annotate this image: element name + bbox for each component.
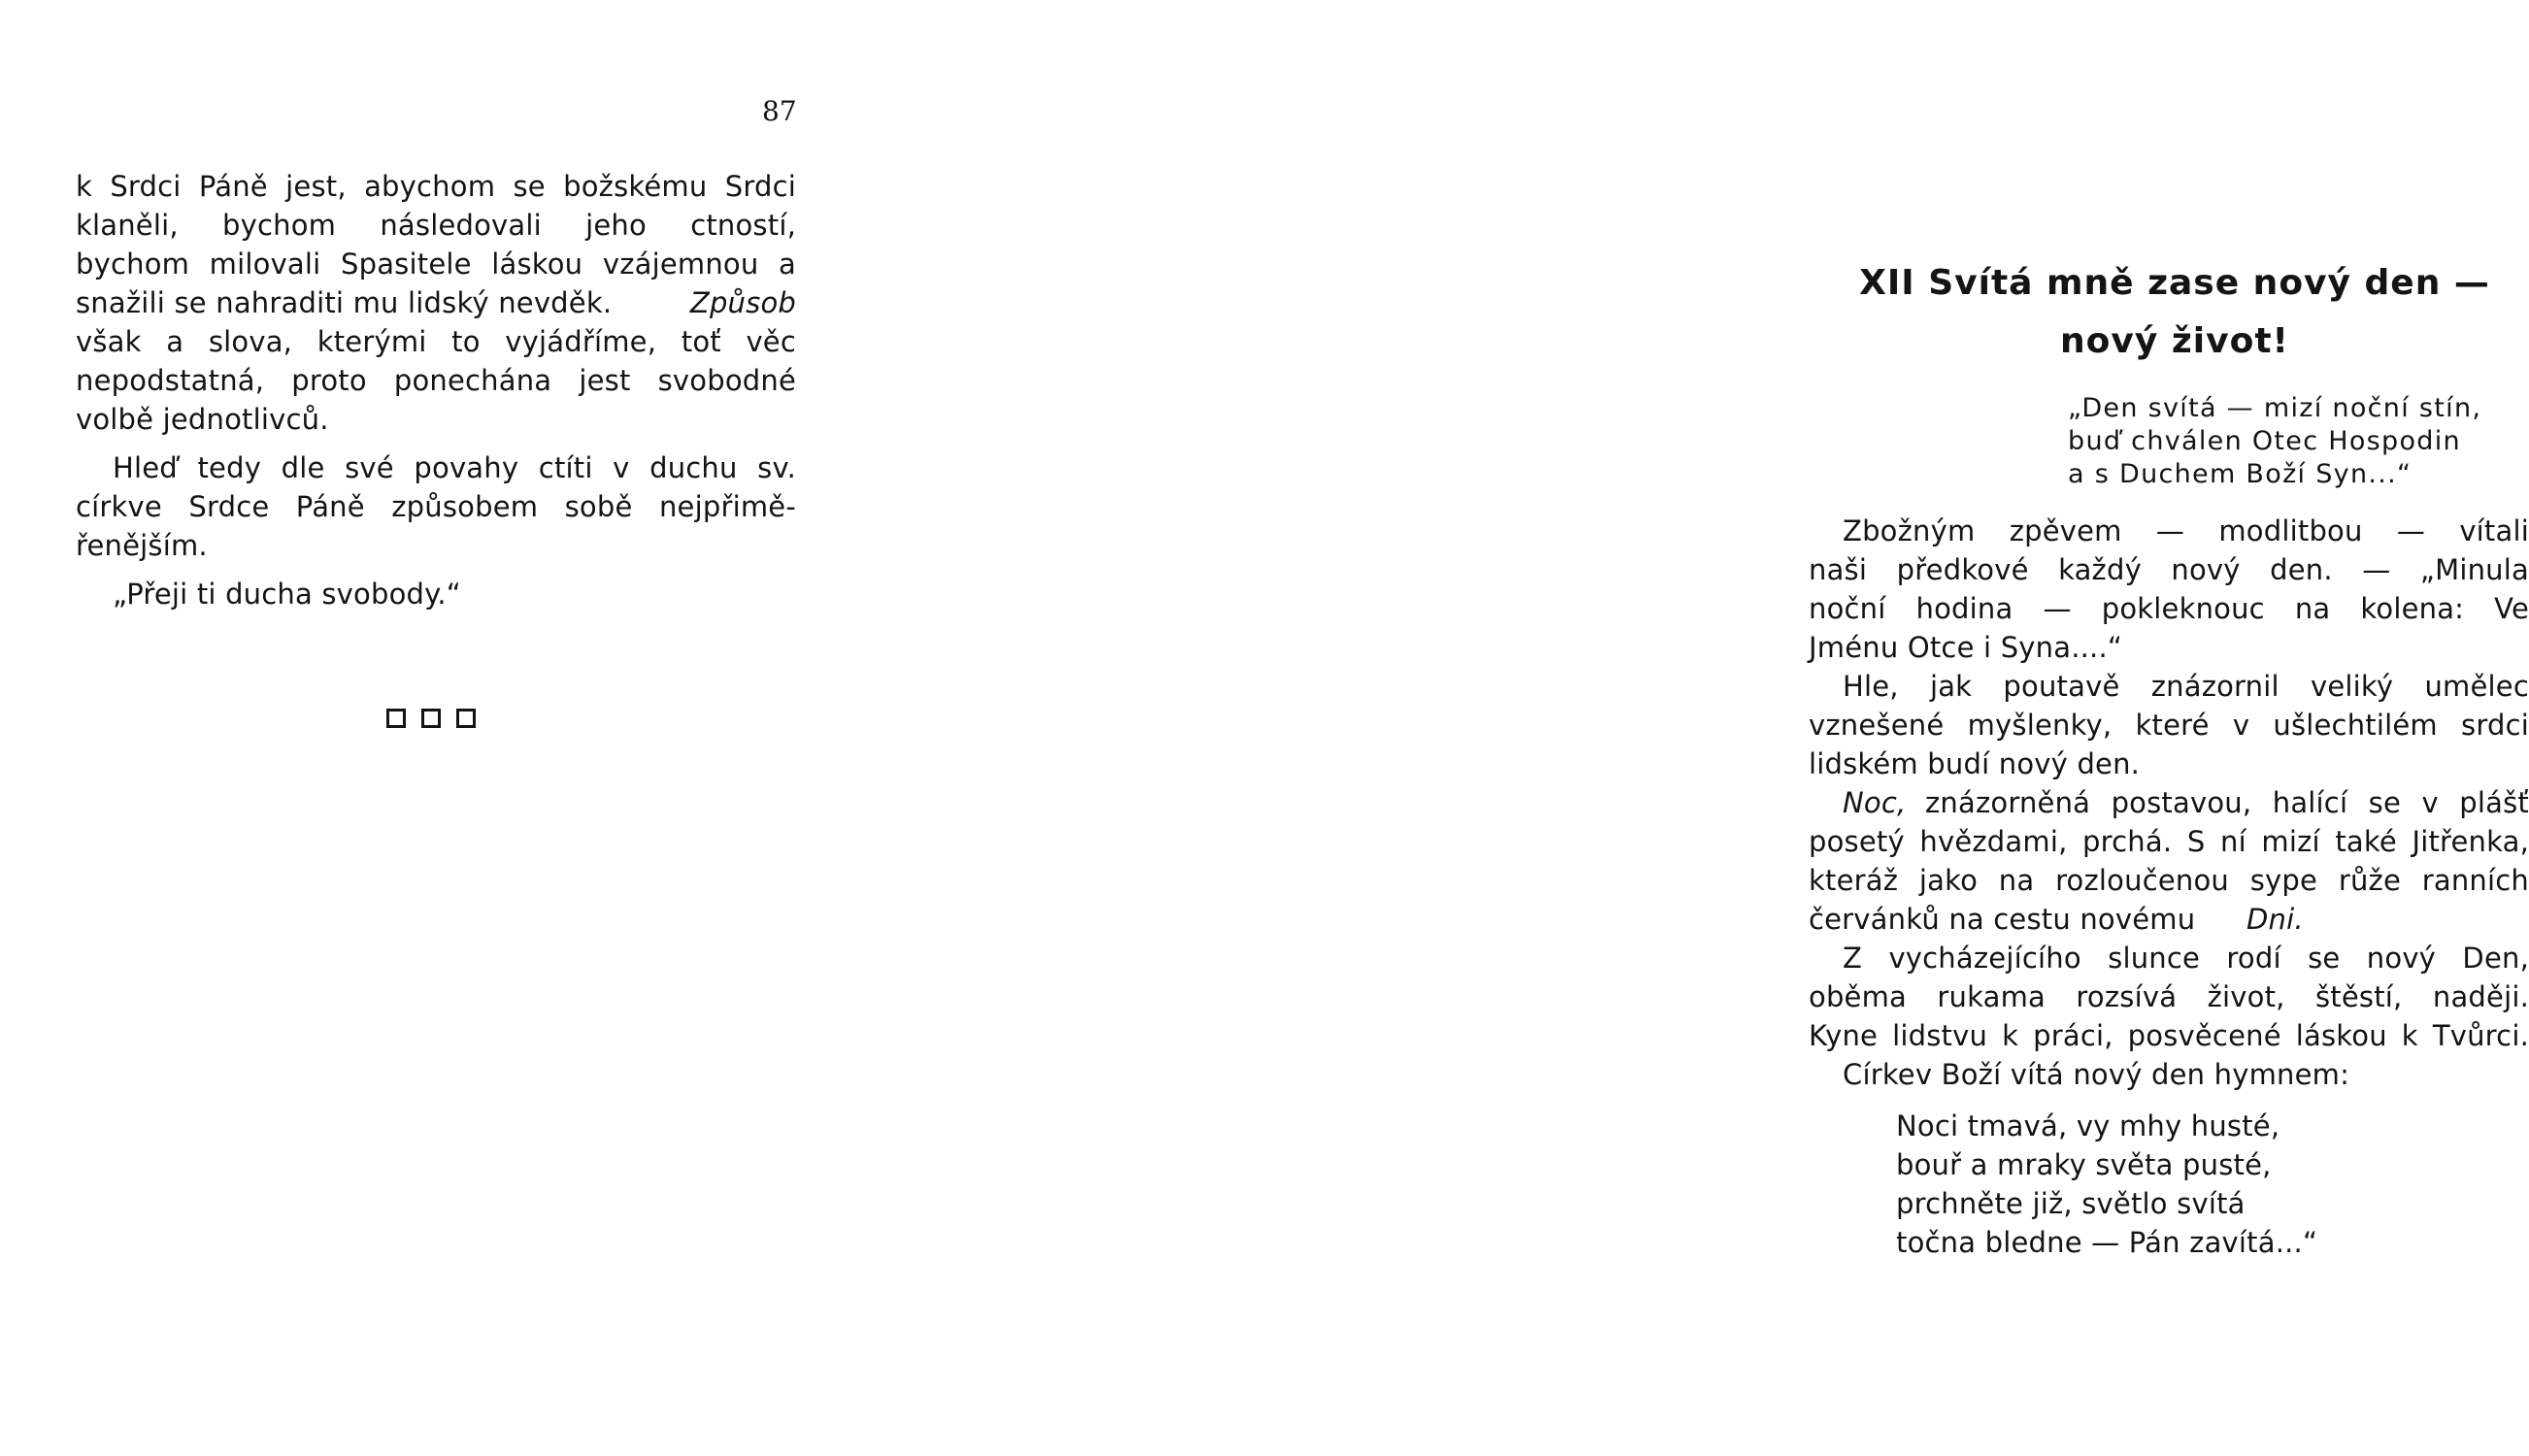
right-paragraph-line: znázorněná postavou, halící se v plášť xyxy=(1925,786,2529,819)
chapter-title-line: XII Svítá mně zase nový den — xyxy=(1859,263,2490,303)
right-paragraph-line: červánků na cestu novému xyxy=(1809,903,2196,936)
right-paragraph-line: noční hodina — pokleknouc na kolena: Ve xyxy=(1809,592,2529,625)
right-paragraph-line: Církev Boží vítá nový den hymnem: xyxy=(1843,1058,2350,1091)
left-page xyxy=(0,0,854,1456)
right-paragraph-line: oběma rukama rozsívá život, štěstí, naději. xyxy=(1809,980,2529,1013)
right-paragraph-line: Hle, jak poutavě znázornil veliký umělec xyxy=(1843,670,2529,703)
left-paragraph-line: volbě jednotlivců. xyxy=(76,403,329,436)
hymn-line: točna bledne — Pán zavítá...“ xyxy=(1896,1226,2318,1259)
right-paragraph-line: Zbožným zpěvem — modlitbou — vítali xyxy=(1843,514,2529,547)
epigraph-line: buď chválen Otec Hospodin xyxy=(2068,426,2461,456)
right-paragraph-line: posetý hvězdami, prchá. S ní mizí také Jitřenka, xyxy=(1809,825,2529,858)
left-paragraph-line: Hleď tedy dle své povahy ctíti v duchu sv. xyxy=(113,451,796,484)
left-paragraph-line: snažili se nahraditi mu lidský nevděk. xyxy=(76,286,613,319)
right-paragraph-line: Kyne lidstvu k práci, posvěcené láskou k Tvůrci. xyxy=(1809,1019,2529,1052)
ornament-square xyxy=(456,709,476,728)
ornament-square xyxy=(386,709,406,728)
right-italic-word: Dni. xyxy=(2246,903,2304,936)
hymn-line: Noci tmavá, vy mhy husté, xyxy=(1896,1109,2280,1142)
left-paragraph-line: řenějším. xyxy=(76,529,208,562)
hymn-line: prchněte již, světlo svítá xyxy=(1896,1187,2246,1220)
chapter-title xyxy=(1849,254,2500,371)
left-paragraph-line: k Srdci Páně jest, abychom se božskému Srdci xyxy=(76,170,796,203)
section-ornament xyxy=(386,709,476,728)
left-paragraph-line: však a slova, kterými to vyjádříme, toť věc xyxy=(76,325,796,358)
left-paragraph-line: nepodstatná, proto ponechána jest svobodné xyxy=(76,364,796,397)
chapter-title-line: nový život! xyxy=(2060,321,2289,361)
page-number: 87 xyxy=(762,95,797,127)
right-paragraph-line: lidském budí nový den. xyxy=(1809,747,2141,780)
left-italic-word: Způsob xyxy=(689,286,796,319)
left-paragraph-line: bychom milovali Spasitele láskou vzájemnou a xyxy=(76,248,796,281)
right-page xyxy=(854,0,2529,1456)
epigraph-line: „Den svítá — mizí noční stín, xyxy=(2068,393,2482,423)
right-paragraph-line: Z vycházejícího slunce rodí se nový Den, xyxy=(1843,942,2529,975)
right-paragraph-line: kteráž jako na rozloučenou sype růže ranních xyxy=(1809,864,2529,897)
ornament-square xyxy=(421,709,441,728)
right-paragraph-line: vznešené myšlenky, které v ušlechtilém srdci xyxy=(1809,709,2529,742)
hymn-line: bouř a mraky světa pusté, xyxy=(1896,1148,2272,1181)
epigraph-line: a s Duchem Boží Syn...“ xyxy=(2068,459,2413,489)
right-italic-word: Noc, xyxy=(1843,786,1907,819)
left-paragraph-line: klaněli, bychom následovali jeho ctností, xyxy=(76,209,796,242)
left-paragraph-line: církve Srdce Páně způsobem sobě nejpřimě- xyxy=(76,490,796,523)
right-paragraph-line: naši předkové každý nový den. — „Minula xyxy=(1809,553,2529,586)
left-quote-line: „Přeji ti ducha svobody.“ xyxy=(113,578,462,611)
right-paragraph-line: Jménu Otce i Syna....“ xyxy=(1809,631,2123,664)
